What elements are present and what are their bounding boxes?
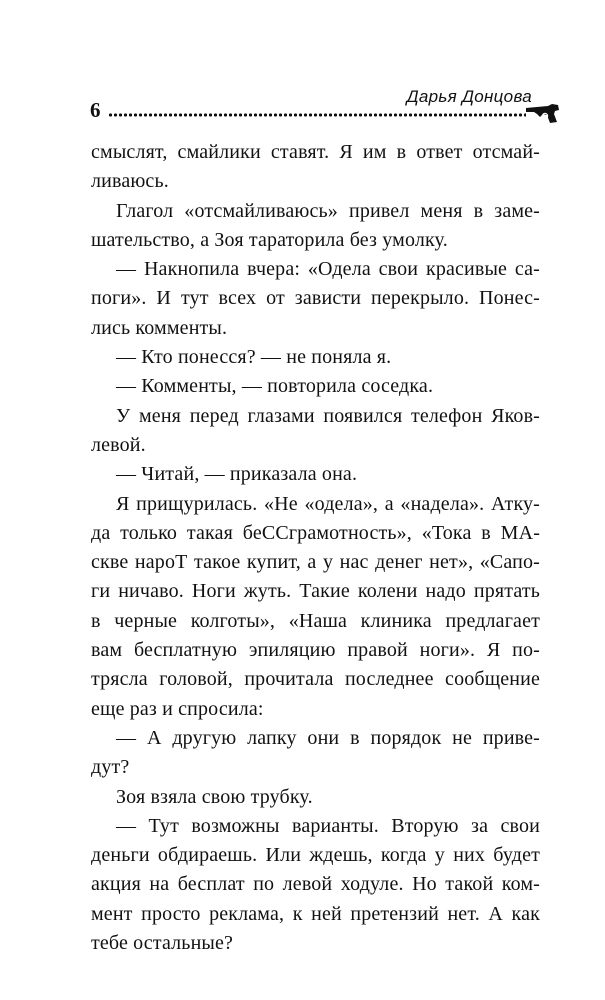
text-line: У меня перед глазами появился телефон Яков- <box>116 404 540 427</box>
text-line: лись комменты. <box>91 316 228 339</box>
text-line: шательство, а Зоя тараторила без умолку. <box>91 228 448 251</box>
text-line: — Накнопила вчера: «Одела свои красивые са- <box>116 258 540 281</box>
text-line: поги». И тут всех от зависти перекрыло. Понес- <box>91 287 540 310</box>
text-line: трясла головой, прочитала последнее сообщение <box>91 668 540 691</box>
page-number: 6 <box>90 98 101 122</box>
text-line: — Кто понесся? — не поняла я. <box>116 346 392 369</box>
body-text <box>91 138 540 958</box>
text-line: — Тут возможны варианты. Вторую за свои <box>116 814 540 837</box>
text-line: тебе остальные? <box>91 932 234 955</box>
text-line: деньги обдираешь. Или ждешь, когда у них будет <box>91 844 540 867</box>
running-header-author: Дарья Донцова <box>406 87 532 106</box>
text-line: дут? <box>91 756 130 779</box>
text-line: еще раз и спросила: <box>91 697 264 720</box>
text-line: в черные колготы», «Наша клиника предлагает <box>91 609 540 632</box>
dotted-leader <box>108 113 526 117</box>
revolver-icon <box>526 102 560 124</box>
text-line: Я прищурилась. «Не «одела», а «надела». Атку- <box>116 492 540 515</box>
text-line: Зоя взяла свою трубку. <box>116 785 313 808</box>
text-line: вам бесплатную эпиляцию правой ноги». Я по- <box>91 639 540 662</box>
text-line: — Читай, — приказала она. <box>116 463 358 486</box>
text-line: смыслят, смайлики ставят. Я им в ответ отсмай- <box>91 141 540 163</box>
text-line: ги ничаво. Ноги жуть. Такие колени надо прятать <box>91 580 540 603</box>
text-line: — А другую лапку они в порядок не приве- <box>116 726 540 749</box>
text-line: Глагол «отсмайливаюсь» привел меня в заме- <box>116 199 540 222</box>
text-line: акция на бесплат по левой ходуле. Но такой ком- <box>91 873 540 896</box>
text-line: — Комменты, — повторила соседка. <box>116 375 434 398</box>
text-line: мент просто реклама, к ней претензий нет. А как <box>91 902 540 925</box>
running-header <box>90 86 560 126</box>
text-line: ливаюсь. <box>91 170 169 193</box>
text-line: да только такая беССграмотность», «Тока в МА- <box>91 521 540 544</box>
text-line: скве нароТ такое купит, а у нас денег нет», «Сапо- <box>91 551 540 574</box>
text-line: левой. <box>91 433 146 456</box>
